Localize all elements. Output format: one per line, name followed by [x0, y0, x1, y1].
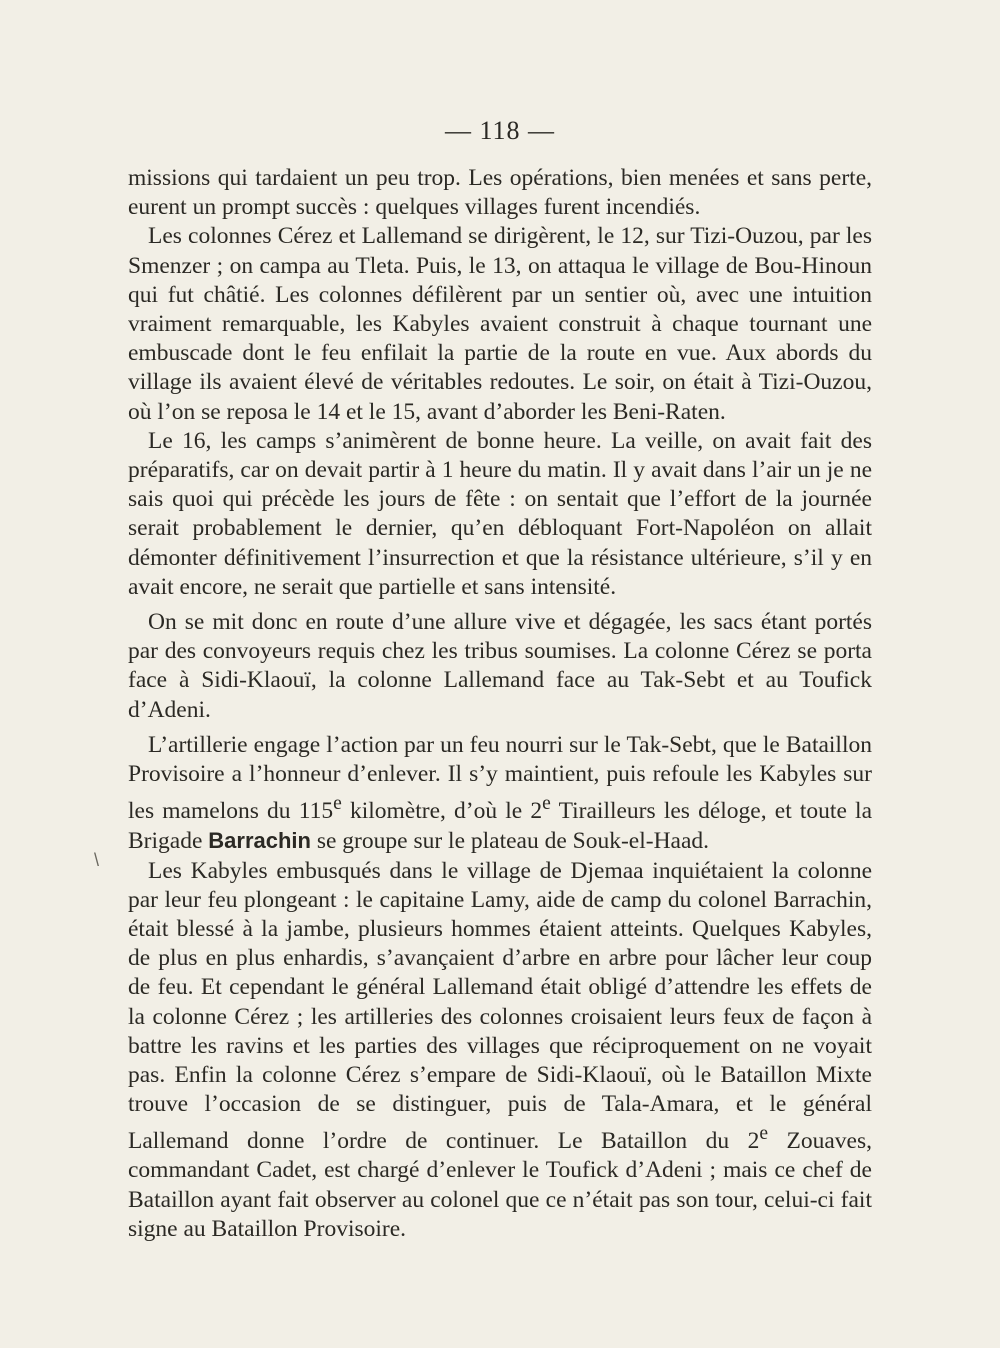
paragraph-1: missions qui tardaient un peu trop. Les opérations, bien menées et sans perte, eurent un prompt succès : quelques villages furent incendiés. [128, 165, 872, 221]
paragraph-5-part-a: L’artillerie engage l’action par un feu nourri sur le Tak-Sebt, que le Bataillon Provisoire a l’honneur d’enlever. Il s’y maintient, puis refoule les Kabyles sur les mamelons du 115 [128, 731, 872, 825]
bold-name: Barrachin [208, 828, 311, 854]
paragraph-5-part-c: Tirailleurs les déloge, et toute la Brigade [128, 798, 873, 855]
superscript-e: e [333, 793, 342, 815]
paragraph-5-part-b: kilomètre, d’où le 2 [341, 798, 543, 825]
paragraph-6-part-a: Les Kabyles embusqués dans le village de Djemaa inquiétaient la colonne par leur feu plongeant : le capitaine Lamy, aide de camp du colonel Barrachin, était blessé à la jambe, plusieurs hommes étaient atteints. Quelques Kabyles, de plus en plus enhardis, s’avançaient d’arbre en arbre pour lâcher leur coup de feu. Et cependant le général Lallemand était obligé d’attendre les effets de la colonne Cérez ; les artilleries des colonnes croisaient leurs feux de façon à battre les ravins et les parties des villages que réciproquement on ne voyait pas. Enfin la colonne Cérez s’empare de Sidi-Klaouï, où le Bataillon Mixte trouve l’occasion de se distinguer, puis de Tala-Amara, et le général Lallemand donne l’ordre de continuer. Le Bataillon du 2 [128, 857, 872, 1155]
superscript-e: e [759, 1123, 769, 1145]
paragraph-6 [128, 857, 872, 1244]
paragraph-2: Les colonnes Cérez et Lallemand se dirigèrent, le 12, sur Tizi-Ouzou, par les Smenzer ; on campa au Tleta. Puis, le 13, on attaqua le village de Bou-Hinoun qui fut châtié. Les colonnes défilèrent par un sentier où, avec une intuition vraiment remarquable, les Kabyles avaient construit à chaque tournant une embuscade dont le feu enfilait la partie de la route en vue. Aux abords du village ils avaient élevé de véritables redoutes. Le soir, on était à Tizi-Ouzou, où l’on se reposa le 14 et le 15, avant d’aborder les Beni-Raten. [128, 223, 872, 425]
paragraph-4: On se mit donc en route d’une allure vive et dégagée, les sacs étant portés par des convoyeurs requis chez les tribus soumises. La colonne Cérez se porta face à Sidi-Klaouï, la colonne Lallemand face au Tak-Sebt et au Toufick d’Adeni. [128, 609, 872, 723]
paragraph-3: Le 16, les camps s’animèrent de bonne heure. La veille, on avait fait des préparatifs, car on devait partir à 1 heure du matin. Il y avait dans l’air un je ne sais quoi qui précède les jours de fête : on sentait que l’effort de la journée serait probablement le dernier, qu’en débloquant Fort-Napoléon on allait démonter définitivement l’insurrection et que la résistance ultérieure, s’il y en avait encore, ne serait que partielle et sans intensité. [128, 427, 872, 600]
body-text [128, 164, 872, 1244]
paragraph-5-part-d: se groupe sur le plateau de Souk-el-Haad. [310, 828, 710, 855]
margin-mark: \ [94, 850, 100, 870]
superscript-e: e [542, 793, 551, 815]
paragraph-5 [128, 731, 872, 857]
paragraph-6-part-b: Zouaves, commandant Cadet, est chargé d’enlever le Toufick d’Adeni ; mais ce chef de Bataillon ayant fait observer au colonel que ce n’était pas son tour, celui-ci fait signe au Bataillon Provisoire. [128, 1128, 872, 1242]
page-number: — 118 — [444, 116, 556, 145]
